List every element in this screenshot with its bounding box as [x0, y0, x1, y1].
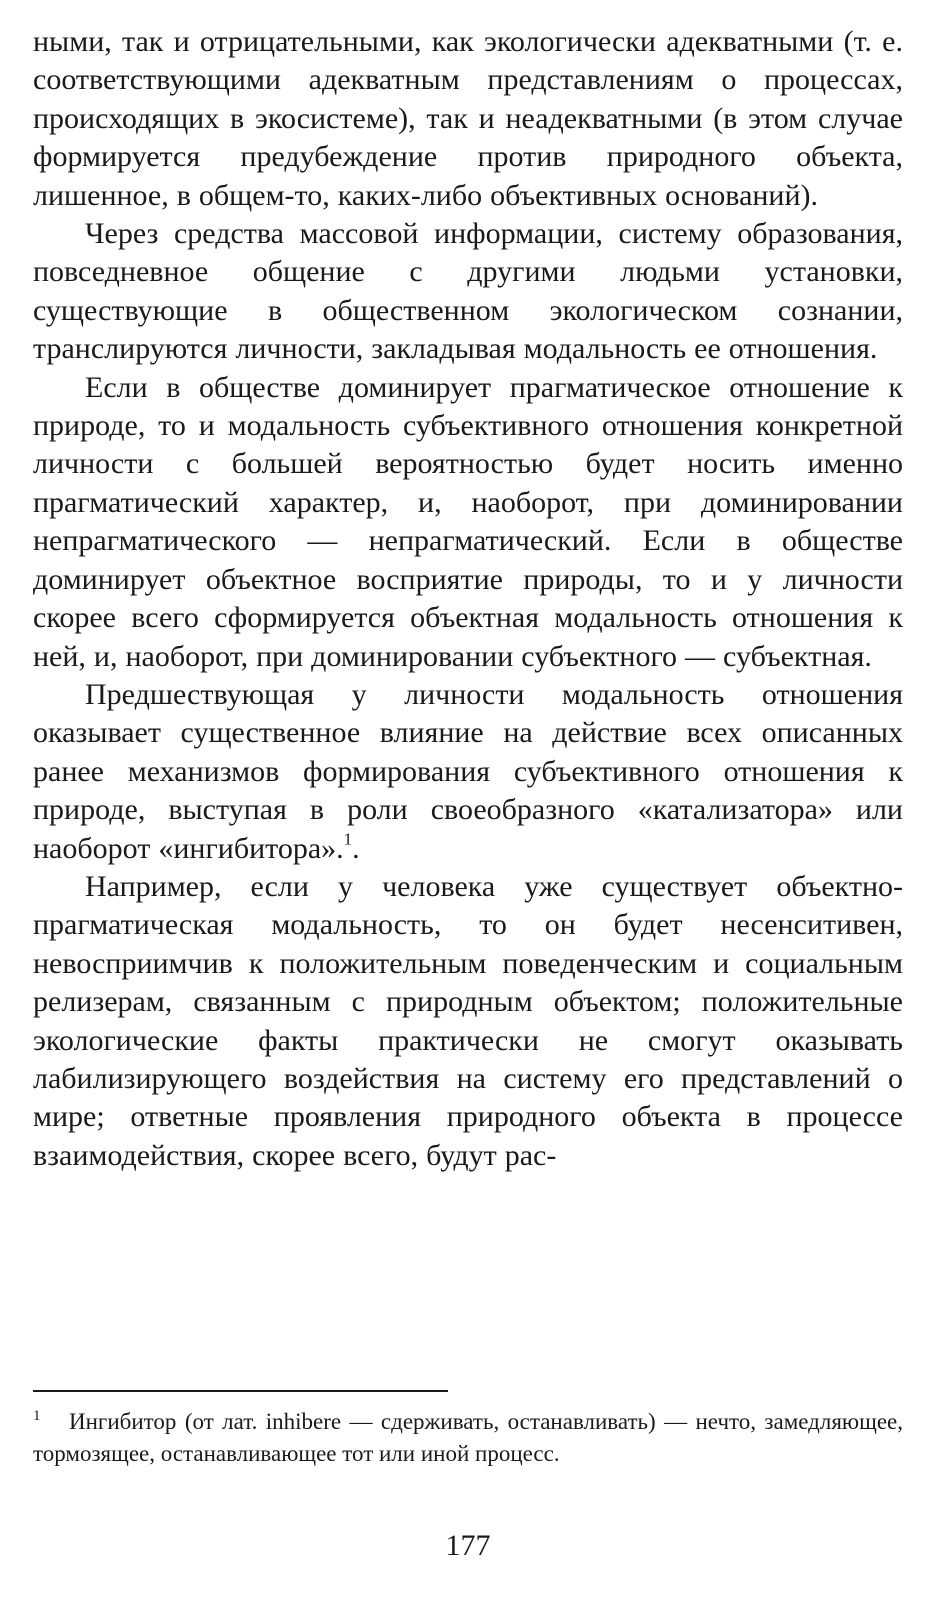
paragraph-text: Если в обществе доминирует прагматическое отношение к природе, то и модальность субъективного отношения конкретной личности с большей вероятностью будет носить именно прагматический характер, и, наоборот, при доминировании непрагматического — непрагматический. Если в обществе доминирует объектное восприятие природы, то и у личности скорее всего сформируется объектная модальность отношения к ней, и, наоборот, при доминировании субъектного — субъектная.: [33, 370, 903, 673]
paragraph-text: Через средства массовой информации, систему образования, повседневное общение с другими людьми установки, существующие в общественном экологическом сознании, транслируются личности, закладывая модальность ее отношения.: [33, 217, 903, 366]
paragraph-example: [33, 868, 903, 1175]
main-text: [33, 23, 903, 1175]
book-page: [33, 0, 903, 1600]
paragraph-text: Например, если у человека уже существует объектно-прагматическая модальность, то он будет несенситивен, невосприимчив к положительным поведенческим и социальным релизерам, связанным с природным объектом; положительные экологические факты практически не смогут оказывать лабилизирующего воздействия на систему его представлений о мире; ответные проявления природного объекта в процессе взаимодействия, скорее всего, будут рас-: [33, 869, 903, 1172]
footnote-reference[interactable]: 1: [343, 828, 353, 848]
paragraph-text: Предшествующая у личности модальность отношения оказывает существенное влияние на действие всех описанных ранее механизмов формирования субъективного отношения к природе, выступая в роли своеобразного «катализатора» или наоборот «ингибитора».: [33, 677, 903, 865]
paragraph-text: ными, так и отрицательными, как экологически адекватными (т. е. соответствующими адекватным представлениям о процессах, происходящих в экосистеме), так и неадекватными (в этом случае формируется предубеждение против природного объекта, лишенное, в общем-то, каких-либо объективных оснований).: [33, 25, 903, 212]
paragraph-continuation: [33, 23, 903, 215]
paragraph-preceding-modality: Предшествующая у личности модальность отношения оказывает существенное влияние на действие всех описанных ранее механизмов формирования субъективного отношения к природе, выступая в роли своеобразного «катализатора» или наоборот «ингибитора».$^1$.: [33, 677, 903, 865]
footnote-divider: [33, 1390, 448, 1392]
page-number: 177: [445, 1529, 491, 1562]
footnote: 1 Ингибитор (от лат. inhibere — сдерживать, останавливать) — нечто, замедляющее, тормозящее, останавливающее тот или иной процесс.: [33, 1408, 903, 1466]
paragraph-society-dominance: [33, 369, 903, 676]
paragraph-mass-media: [33, 215, 903, 369]
footnote-text: Ингибитор (от лат. inhibere — сдерживать, останавливать) — нечто, замедляющее, тормозящее, останавливающее тот или иной процесс.: [33, 1409, 903, 1466]
